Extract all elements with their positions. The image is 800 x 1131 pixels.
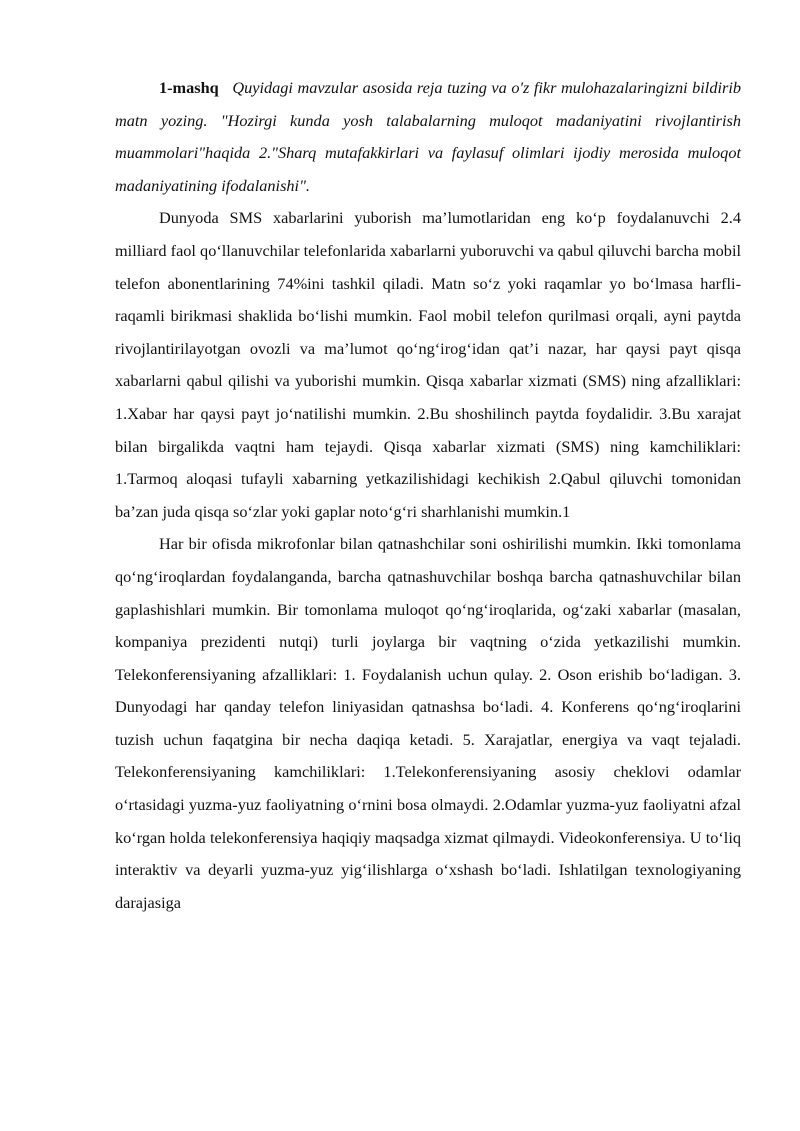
task-paragraph — [115, 72, 741, 202]
document-page — [115, 72, 741, 919]
body-paragraph-sms: Dunyoda SMS xabarlarini yuborish maʼlumotlaridan eng koʻp foydalanuvchi 2.4 milliard faol qoʻllanuvchilar telefonlarida xabarlarni yuboruvchi va qabul qiluvchi barcha mobil telefon abonentlarining 74%ini tashkil qiladi. Matn soʻz yoki raqamlar yo boʻlmasa harfli-raqamli birikmasi shaklida boʻlishi mumkin. Faol mobil telefon qurilmasi orqali, ayni paytda rivojlantirilayotgan ovozli va maʼlumot qoʻngʻirogʻidan qatʼi nazar, har qaysi payt qisqa xabarlarni qabul qilishi va yuborishi mumkin. Qisqa xabarlar xizmati (SMS) ning afzalliklari: 1.Xabar har qaysi payt joʻnatilishi mumkin. 2.Bu shoshilinch paytda foydalidir. 3.Bu xarajat bilan birgalikda vaqtni ham tejaydi. Qisqa xabarlar xizmati (SMS) ning kamchiliklari: 1.Tarmoq aloqasi tufayli xabarning yetkazilishidagi kechikish 2.Qabul qiluvchi tomonidan baʼzan juda qisqa soʻzlar yoki gaplar notoʻgʻri sharhlanishi mumkin.1 — [115, 208, 741, 521]
task-number: 1-mashq — [159, 78, 219, 97]
body-paragraph-teleconference: Har bir ofisda mikrofonlar bilan qatnashchilar soni oshirilishi mumkin. Ikki tomonlama qoʻngʻiroqlardan foydalanganda, barcha qatnashuvchilar boshqa barcha qatnashuvchilar bilan gaplashishlari mumkin. Bir tomonlama muloqot qoʻngʻiroqlarida, ogʻzaki xabarlar (masalan, kompaniya prezidenti nutqi) turli joylarga bir vaqtning oʻzida yetkazilishi mumkin. Telekonferensiyaning afzalliklari: 1. Foydalanish uchun qulay. 2. Oson erishib boʻladigan. 3. Dunyodagi har qanday telefon liniyasidan qatnashsa boʻladi. 4. Konferens qoʻngʻiroqlarini tuzish uchun faqatgina bir necha daqiqa ketadi. 5. Xarajatlar, energiya va vaqt tejaladi. Telekonferensiyaning kamchiliklari: 1.Telekonferensiyaning asosiy cheklovi odamlar oʻrtasidagi yuzma-yuz faoliyatning oʻrnini bosa olmaydi. 2.Odamlar yuzma-yuz faoliyatni afzal koʻrgan holda telekonferensiya haqiqiy maqsadga xizmat qilmaydi. Videokonferensiya. U toʻliq interaktiv va deyarli yuzma-yuz yigʻilishlarga oʻxshash boʻladi. Ishlatilgan texnologiyaning darajasiga — [115, 534, 741, 912]
task-prompt: Quyidagi mavzular asosida reja tuzing va o'z fikr mulohazalaringizni bildirib matn yozing. "Hozirgi kunda yosh talabalarning muloqot madaniyatini rivojlantirish muammolari"haqida 2."Sharq mutafakkirlari va faylasuf olimlari ijodiy merosida muloqot madaniyatining ifodalanishi". — [115, 78, 741, 195]
